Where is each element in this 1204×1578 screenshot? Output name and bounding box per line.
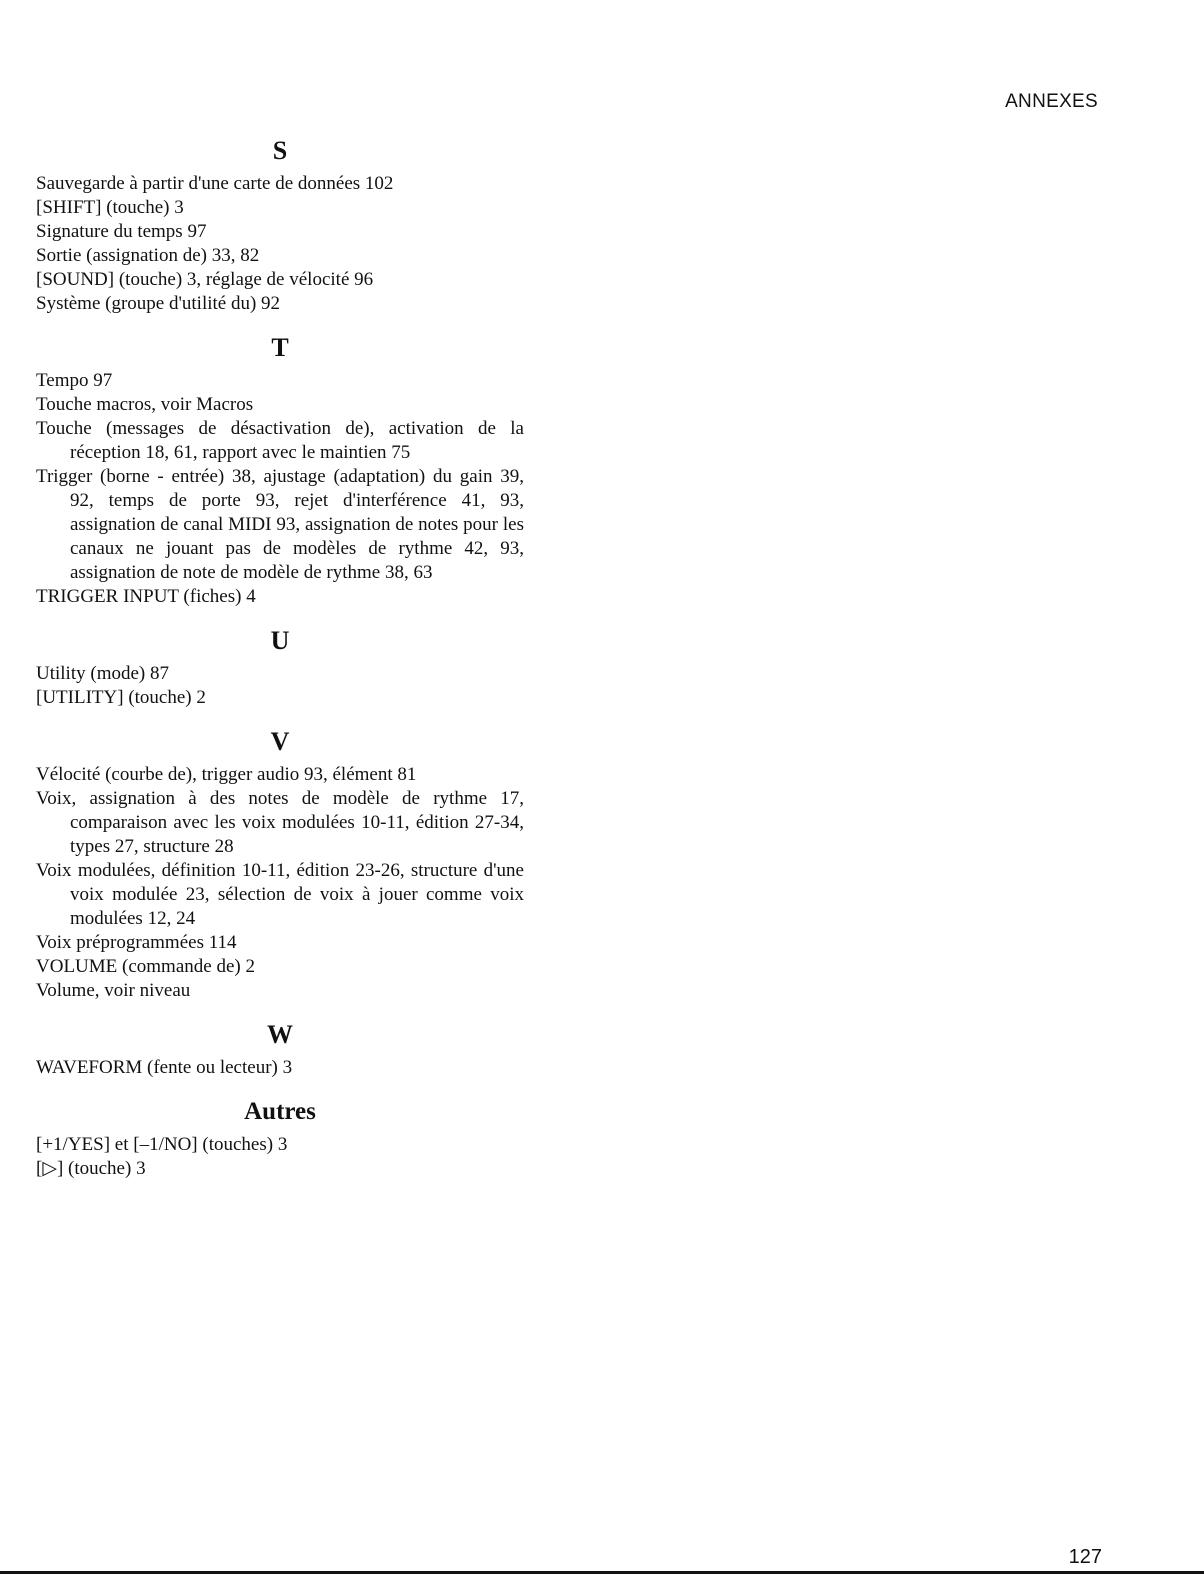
index-column [36, 136, 524, 1181]
index-entry: Volume, voir niveau [36, 980, 191, 1001]
index-entry: Vélocité (courbe de), trigger audio 93, élément 81 [36, 764, 417, 785]
running-header: ANNEXES [1005, 91, 1098, 112]
index-entry: Sortie (assignation de) 33, 82 [36, 245, 260, 266]
section-heading: S [272, 136, 288, 165]
index-entry: TRIGGER INPUT (fiches) 4 [36, 586, 256, 607]
index-section-t [36, 333, 524, 609]
index-entry: Utility (mode) 87 [36, 663, 169, 684]
index-entry: Signature du temps 97 [36, 221, 207, 242]
index-entry: Trigger (borne - entrée) 38, ajustage (adaptation) du gain 39, 92, temps de porte 93, rejet d'interférence 41, 93, assignation de canal MIDI 93, assignation de notes pour les canaux ne jouant pas de modèles de rythme 42, 93, assignation de note de modèle de rythme 38, 63 [36, 466, 524, 583]
page-number: 127 [1068, 1546, 1102, 1568]
index-entry: [SHIFT] (touche) 3 [36, 197, 184, 218]
index-section-v [36, 727, 524, 1003]
index-entry: Voix préprogrammées 114 [36, 932, 237, 953]
index-section-w [36, 1020, 524, 1080]
index-entry: Système (groupe d'utilité du) 92 [36, 293, 281, 314]
index-entry: Touche macros, voir Macros [36, 394, 254, 415]
index-section-s [36, 136, 524, 316]
index-entry: Voix modulées, définition 10-11, édition 23-26, structure d'une voix modulée 23, sélection de voix à jouer comme voix modulées 12, 24 [36, 860, 524, 929]
index-section-autres [36, 1097, 524, 1181]
index-entry: [▷] (touche) 3 [36, 1158, 146, 1179]
index-entry: [SOUND] (touche) 3, réglage de vélocité 96 [36, 269, 374, 290]
section-heading: U [270, 626, 290, 655]
index-entry: Tempo 97 [36, 370, 113, 391]
index-entry: WAVEFORM (fente ou lecteur) 3 [36, 1057, 293, 1078]
index-entry: Touche (messages de désactivation de), activation de la réception 18, 61, rapport avec le maintien 75 [36, 418, 524, 463]
index-section-u [36, 626, 524, 710]
index-entry: Sauvegarde à partir d'une carte de données 102 [36, 173, 394, 194]
index-entry: [UTILITY] (touche) 2 [36, 687, 206, 708]
section-heading: W [267, 1020, 293, 1049]
index-entry: [+1/YES] et [–1/NO] (touches) 3 [36, 1134, 288, 1155]
index-entry: VOLUME (commande de) 2 [36, 956, 255, 977]
bottom-rule [0, 1571, 1204, 1574]
section-heading: Autres [244, 1098, 316, 1125]
section-heading: V [270, 727, 290, 756]
section-heading: T [271, 333, 289, 362]
index-entry: Voix, assignation à des notes de modèle de rythme 17, comparaison avec les voix modulées 10-11, édition 27-34, types 27, structure 28 [36, 788, 524, 857]
